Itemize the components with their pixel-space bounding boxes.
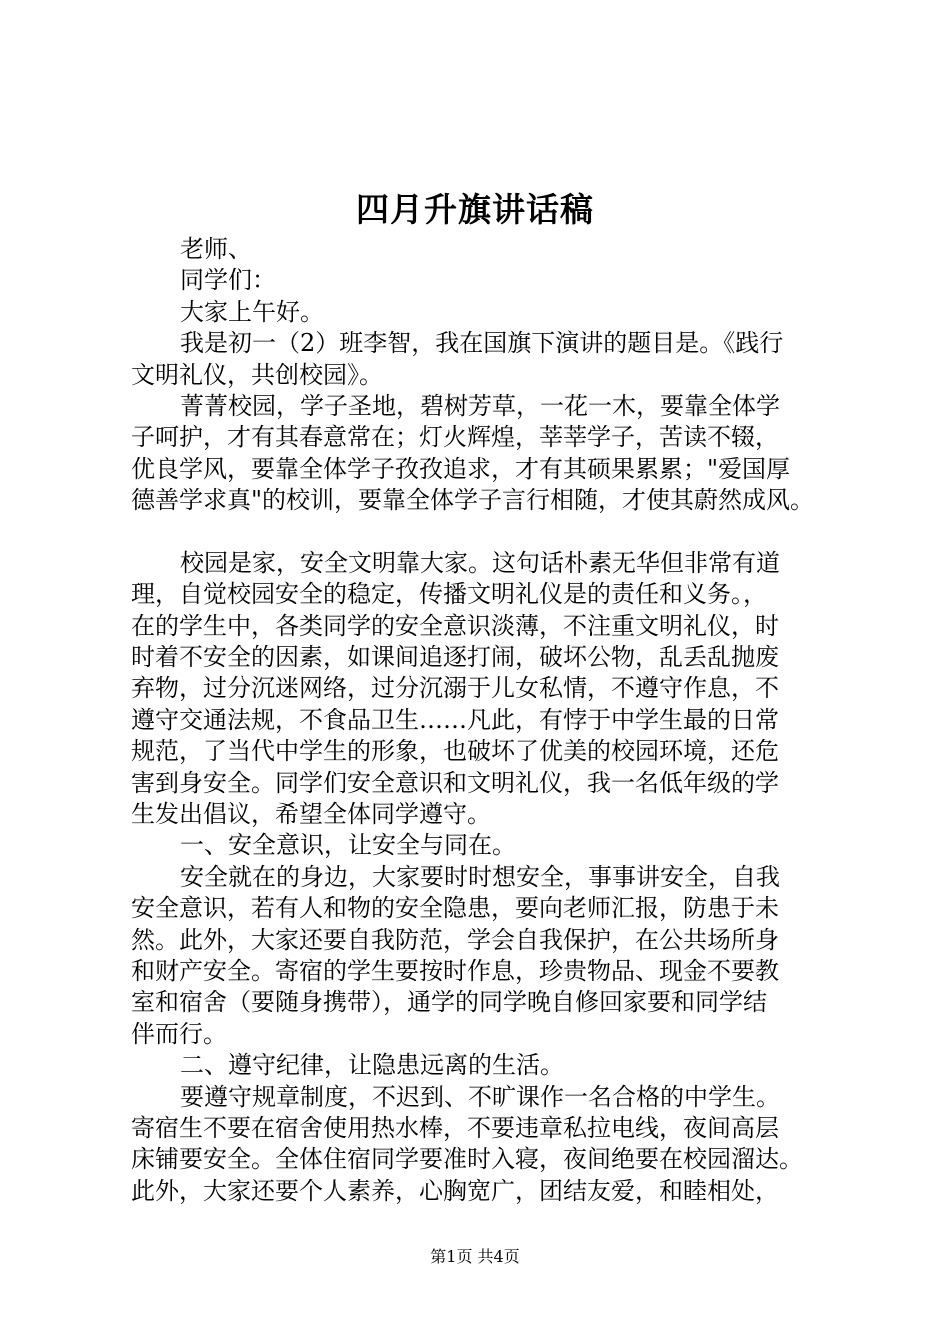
text-line: 同学们：: [180, 266, 276, 295]
text-line: 时着不安全的因素，如课间追逐打闹，破坏公物，乱丢乱抛废: [131, 643, 779, 672]
text-line: 然。此外，大家还要自我防范，学会自我保护，在公共场所身: [131, 925, 779, 954]
text-line: 安全就在的身边，大家要时时想安全，事事讲安全，自我: [180, 862, 780, 891]
text-line: 室和宿舍（要随身携带），通学的同学晚自修回家要和同学结: [131, 988, 767, 1017]
text-line: 床铺要安全。全体住宿同学要准时入寝，夜间绝要在校园溜达。: [131, 1145, 803, 1174]
text-line: 德善学求真"的校训，要靠全体学子言行相随，才使其蔚然成风。: [131, 486, 815, 515]
document-title: 四月升旗讲话稿: [356, 190, 594, 229]
text-line: 大家上午好。: [180, 297, 324, 326]
document-body: [131, 234, 833, 1207]
text-line: 优良学风，要靠全体学子孜孜追求，才有其硕果累累；"爱国厚: [131, 454, 791, 483]
text-line: 此外，大家还要个人素养，心胸宽广，团结友爱，和睦相处，: [131, 1176, 779, 1205]
text-line: 在的学生中，各类同学的安全意识淡薄，不注重文明礼仪，时: [131, 611, 779, 640]
text-line: 理，自觉校园安全的稳定，传播文明礼仪是的责任和义务。，: [131, 580, 767, 609]
text-line: 我是初一（2）班李智，我在国旗下演讲的题目是。《践行: [180, 329, 784, 358]
text-line: 弃物，过分沉迷网络，过分沉溺于儿女私情，不遵守作息，不: [131, 674, 779, 703]
text-line: 安全意识，若有人和物的安全隐患，要向老师汇报，防患于未: [131, 894, 779, 923]
text-line: 规范，了当代中学生的形象，也破坏了优美的校园环境，还危: [131, 737, 779, 766]
text-line: 要遵守规章制度，不迟到、不旷课作一名合格的中学生。: [180, 1082, 780, 1111]
text-line: 伴而行。: [131, 1019, 227, 1048]
text-line: 生发出倡议，希望全体同学遵守。: [131, 800, 491, 829]
text-line: 寄宿生不要在宿舍使用热水棒，不要违章私拉电线，夜间高层: [131, 1113, 779, 1142]
blank-line: [131, 517, 833, 548]
text-line: 害到身安全。同学们安全意识和文明礼仪，我一名低年级的学: [131, 768, 779, 797]
text-line: 一、安全意识，让安全与同在。: [180, 831, 516, 860]
text-line: 遵守交通法规，不食品卫生……凡此，有悖于中学生最的日常: [131, 705, 779, 734]
page-footer: 第1页 共4页: [430, 1247, 520, 1266]
text-line: 和财产安全。寄宿的学生要按时作息，珍贵物品、现金不要教: [131, 956, 779, 985]
text-line: 二、遵守纪律，让隐患远离的生活。: [180, 1051, 564, 1080]
text-line: 文明礼仪，共创校园》。: [131, 360, 383, 389]
text-line: 子呵护，才有其春意常在；灯火辉煌，莘莘学子，苦读不辍，: [131, 423, 779, 452]
text-line: 校园是家，安全文明靠大家。这句话朴素无华但非常有道: [180, 548, 780, 577]
text-line: 菁菁校园，学子圣地，碧树芳草，一花一木，要靠全体学: [180, 391, 780, 420]
text-line: 老师、: [180, 235, 252, 263]
